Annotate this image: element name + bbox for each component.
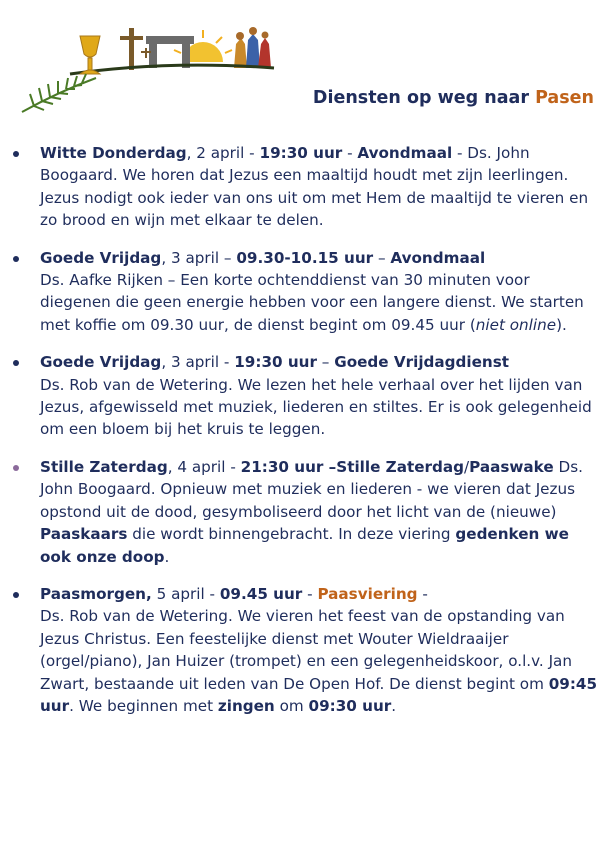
list-item: Goede Vrijdag, 3 april – 09.30-10.15 uur – Avondmaal Ds. Aafke Rijken – Een korte ochtenddienst van 30 minuten voor diegenen die geen energie hebben voor een langere dienst. We starten met koffie om 09.30 uur, de dienst begint om 09.45 uur (niet online). (0, 247, 614, 337)
bullet-icon (13, 465, 19, 471)
service-type: Avondmaal (390, 248, 486, 267)
cross-icon (120, 28, 151, 70)
service-description: Ds. Rob van de Wetering. We vieren het feest van de opstanding van Jezus Christus. Een feestelijke dienst met Wouter Wieldraaijer (orgel/piano), Jan Huizer (trompet) en een gelegenheidskoor, o.l.v. Jan Zwart, bestaande uit leden van De Open Hof. De dienst begint om (40, 607, 572, 693)
service-type: Avondmaal (357, 144, 453, 162)
service-day: Stille Zaterdag (40, 457, 168, 476)
title-accent: Pasen (535, 88, 594, 108)
title-text: Diensten op weg naar (312, 88, 536, 108)
list-item: Witte Donderdag, 2 april - 19:30 uur - Avondmaal - Ds. John Boogaard. We horen dat Jezus een maaltijd houdt met zijn leerlingen. Jezus nodigt ook ieder van ons uit om met Hem de maaltijd te vieren en zo brood en wijn met elkaar te delen. (0, 142, 614, 232)
service-day: Paasmorgen, (40, 584, 152, 603)
service-description: Ds. John Boogaard. We horen dat Jezus een maaltijd houdt met zijn leerlingen. Jezus nodigt ook ieder van ons uit om met Hem de maaltijd te vieren en zo brood en wijn met elkaar te delen. (40, 144, 589, 230)
figures-icon (234, 27, 271, 68)
tomb-icon (146, 36, 194, 68)
service-time: 19:30 uur (234, 353, 317, 372)
service-type: Paasviering (317, 584, 418, 603)
bullet-icon (13, 256, 19, 262)
service-time: 19:30 uur (259, 144, 343, 162)
service-description: Ds. John Boogaard. Opnieuw met muziek en liederen - we vieren dat Jezus opstond uit de dood, gesymboliseerd door het licht van de (nieuwe) (40, 457, 583, 521)
list-item: Stille Zaterdag, 4 april - 21:30 uur –Stille Zaterdag/Paaswake Ds. John Boogaard. Opnieuw met muziek en liederen - we vieren dat Jezus opstond uit de dood, gesymboliseerd door het licht van de (nieuwe) Paaskaars die wordt binnengebracht. In deze viering gedenken we ook onze doop. (0, 456, 614, 568)
palm-branch-icon (22, 74, 96, 112)
bullet-icon (13, 360, 19, 366)
service-time: 21:30 uur (240, 457, 324, 476)
service-type: Goede Vrijdagdienst (334, 353, 510, 372)
list-item: Paasmorgen, 5 april - 09.45 uur - Paasviering - Ds. Rob van de Wetering. We vieren het feest van de opstanding van Jezus Christus. Een feestelijke dienst met Wouter Wieldraaijer (orgel/piano), Jan Huizer (trompet) en een gelegenheidskoor, o.l.v. Jan Zwart, bestaande uit leden van De Open Hof. De dienst begint om 09:45 uur. We beginnen met zingen om 09:30 uur. (0, 583, 614, 717)
page-title (313, 88, 594, 108)
service-time: 09.30-10.15 uur (236, 248, 374, 267)
service-time: 09.45 uur (219, 584, 303, 603)
ground-line (70, 65, 274, 74)
list-item: Goede Vrijdag, 3 april - 19:30 uur – Goede Vrijdagdienst Ds. Rob van de Wetering. We lezen het hele verhaal over het lijden van Jezus, afgewisseld met muziek, liederen en stiltes. Er is ook gelegenheid om een bloem bij het kruis te leggen. (0, 351, 614, 441)
service-description: Ds. Rob van de Wetering. We lezen het hele verhaal over het lijden van Jezus, afgewisseld met muziek, liederen en stiltes. Er is ook gelegenheid om een bloem bij het kruis te leggen. (40, 375, 592, 439)
service-type: Stille Zaterdag (336, 457, 464, 476)
service-day: Witte Donderdag (40, 144, 187, 162)
bullet-icon (13, 592, 19, 598)
service-day: Goede Vrijdag (40, 353, 162, 372)
services-list (0, 142, 614, 732)
easter-logo (18, 8, 280, 116)
chalice-icon (80, 36, 100, 74)
service-description: Ds. Aafke Rijken – Een korte ochtenddienst van 30 minuten voor diegenen die geen energie hebben voor een langere dienst. We starten met koffie om 09.30 uur, de dienst begint om 09.45 uur ( (40, 271, 584, 334)
bullet-icon (13, 151, 19, 157)
service-day: Goede Vrijdag (40, 248, 162, 267)
